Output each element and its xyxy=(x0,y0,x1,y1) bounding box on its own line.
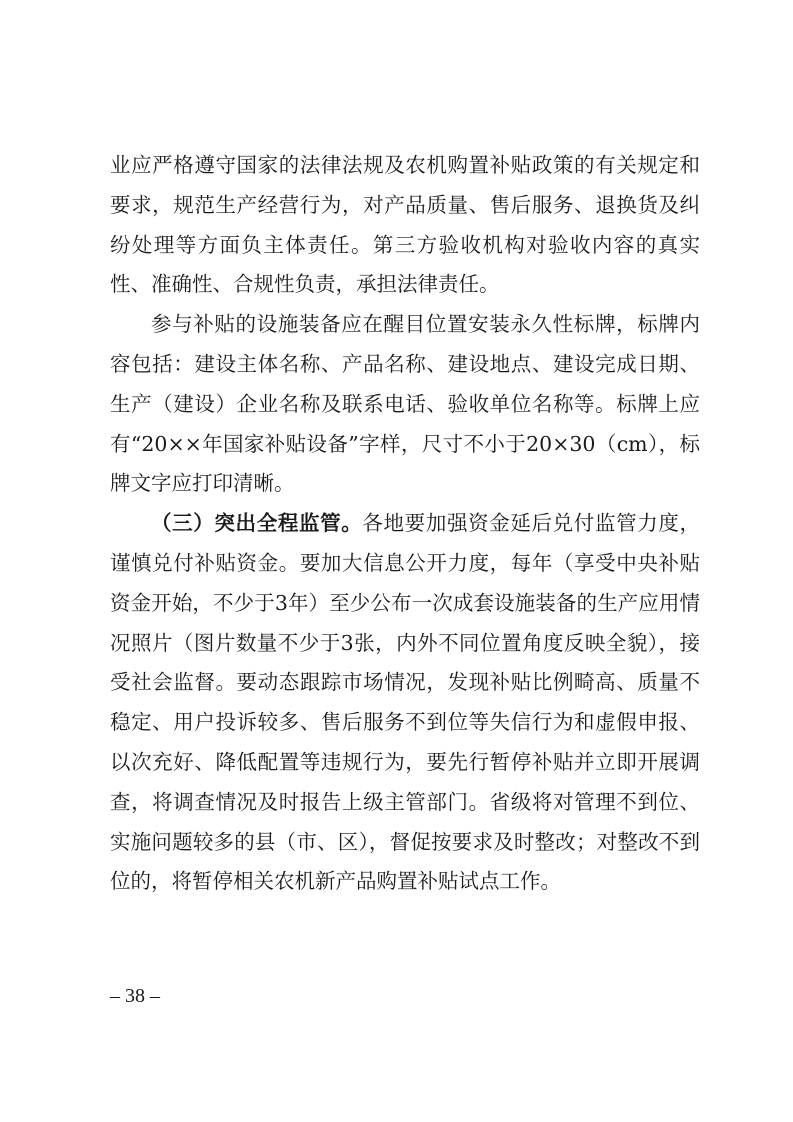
body-text xyxy=(110,146,700,902)
section-heading-supervision: （三）突出全程监管。 xyxy=(151,511,363,536)
paragraph-continuation: 业应严格遵守国家的法律法规及农机购置补贴政策的有关规定和要求，规范生产经营行为，对产品质量、售后服务、退换货及纠纷处理等方面负主体责任。第三方验收机构对验收内容的真实性、准确性、合规性负责，承担法律责任。 xyxy=(110,153,700,297)
page-number: – 38 – xyxy=(110,985,160,1007)
paragraph-supervision-body: 各地要加强资金延后兑付监管力度，谨慎兑付补贴资金。要加大信息公开力度，每年（享受中央补贴资金开始，不少于3年）至少公布一次成套设施装备的生产应用情况照片（图片数量不少于3张，内外不同位置角度反映全貌），接受社会监督。要动态跟踪市场情况，发现补贴比例畸高、质量不稳定、用户投诉较多、售后服务不到位等失信行为和虚假申报、以次充好、降低配置等违规行为，要先行暂停补贴并立即开展调查，将调查情况及时报告上级主管部门。省级将对管理不到位、实施问题较多的县（市、区），督促按要求及时整改；对整改不到位的，将暂停相关农机新产品购置补贴试点工作。 xyxy=(110,511,701,894)
paragraph-signage: 参与补贴的设施装备应在醒目位置安装永久性标牌，标牌内容包括：建设主体名称、产品名称、建设地点、建设完成日期、生产（建设）企业名称及联系电话、验收单位名称等。标牌上应有“20××年国家补贴设备”字样，尺寸不小于20×30（cm），标牌文字应打印清晰。 xyxy=(110,312,700,496)
paragraph-supervision xyxy=(110,504,700,902)
